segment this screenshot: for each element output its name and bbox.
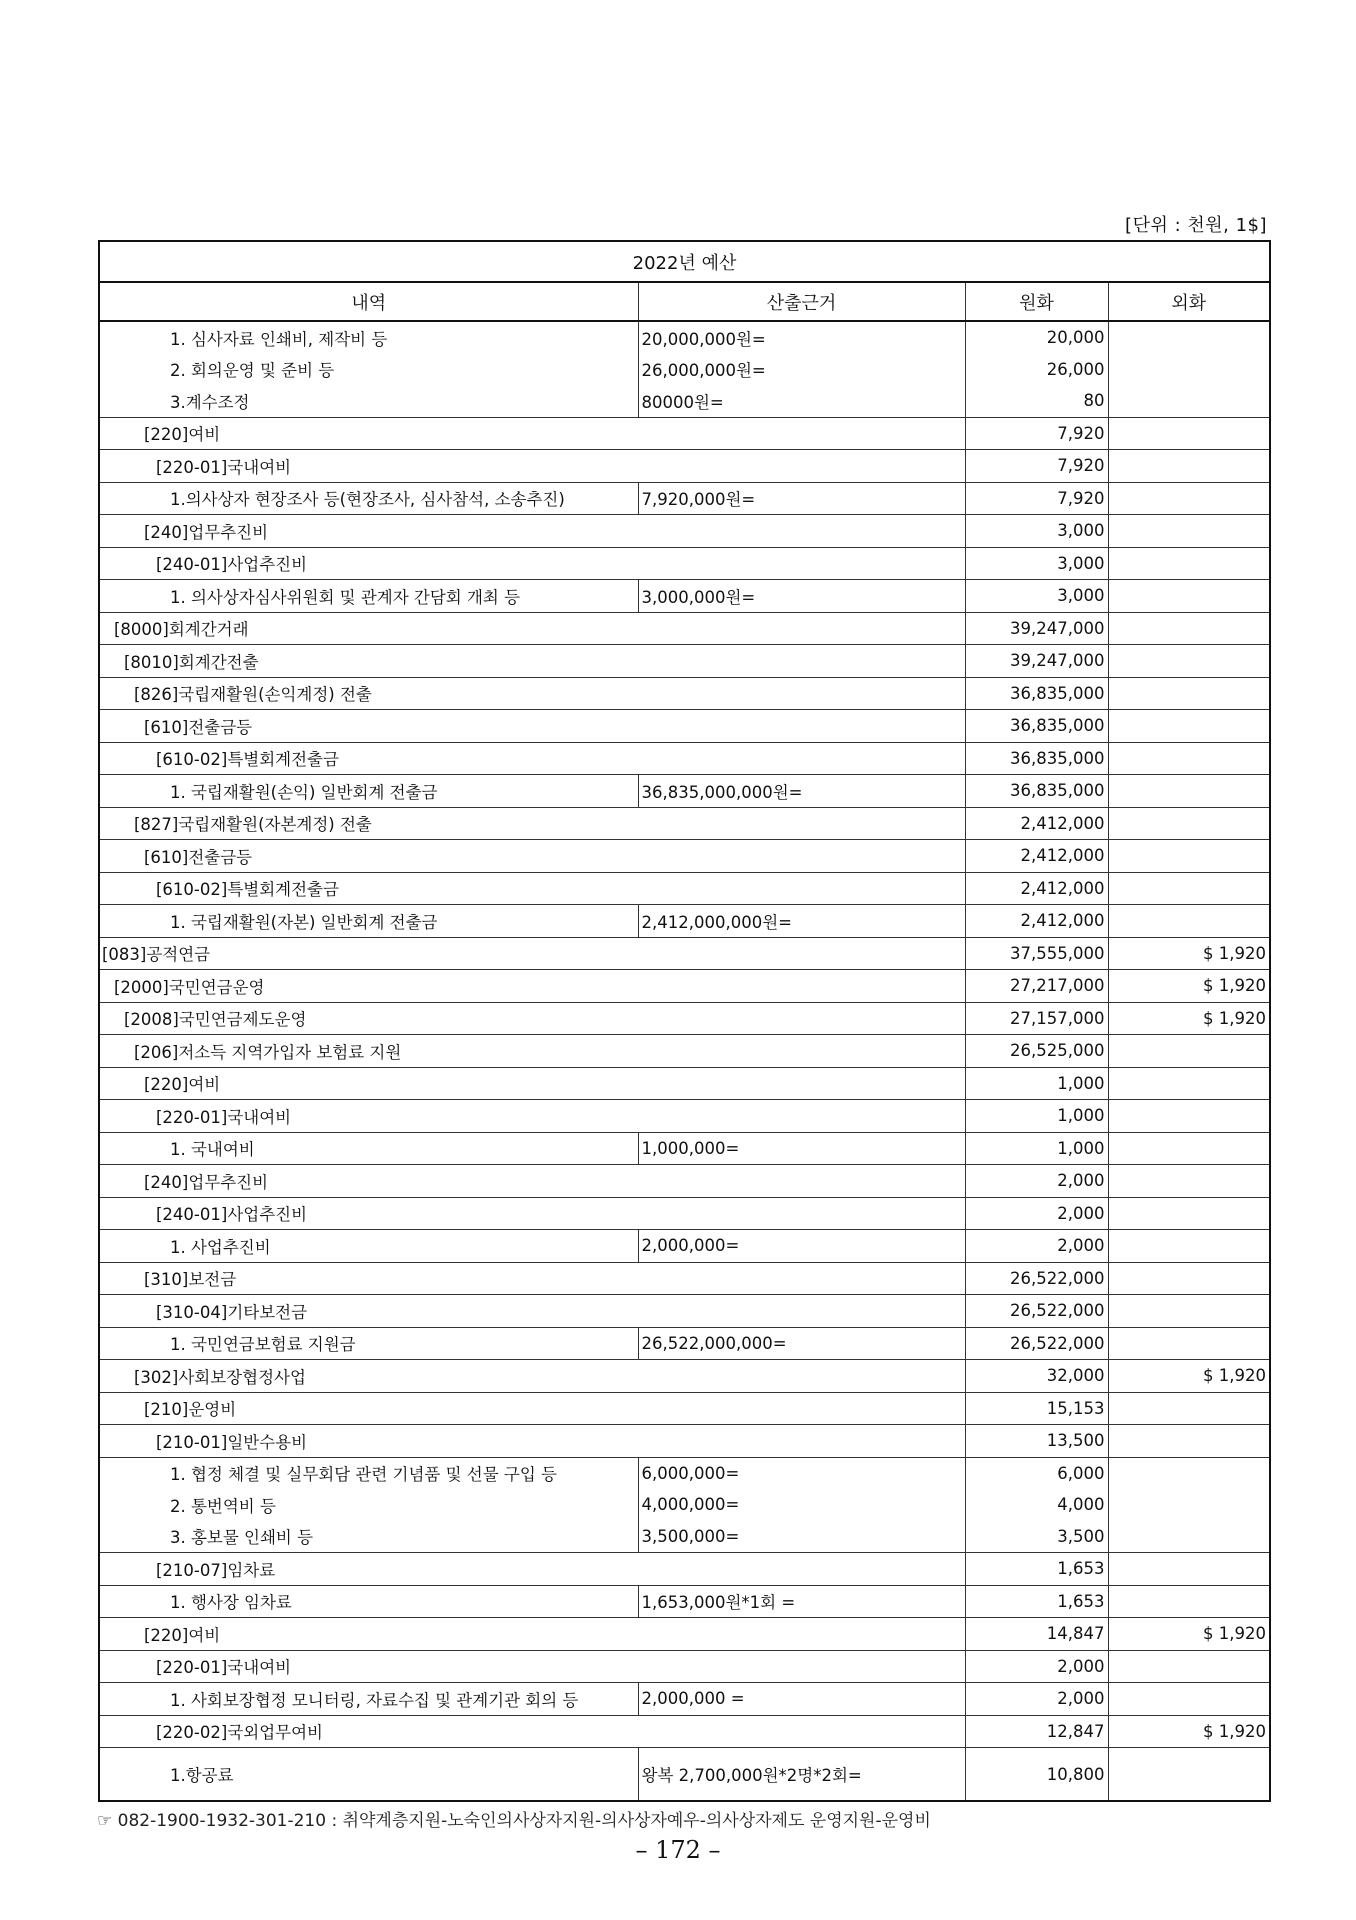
table-row — [99, 1585, 1270, 1618]
row-fx — [1108, 742, 1270, 775]
row-fx — [1108, 1392, 1270, 1425]
table-row — [99, 807, 1270, 840]
table-row — [99, 1425, 1270, 1458]
row-item: [220]여비 — [99, 417, 965, 450]
row-krw: 1,000 — [965, 1132, 1108, 1165]
row-fx — [1108, 1683, 1270, 1716]
row-basis: 2,000,000 = — [638, 1683, 965, 1716]
unit-label: [단위 : 천원, 1$] — [1125, 215, 1267, 236]
row-item: [8010]회계간전출 — [99, 645, 965, 678]
table-row — [99, 1132, 1270, 1165]
row-krw: 39,247,000 — [965, 612, 1108, 645]
row-item: [083]공적연금 — [99, 937, 965, 970]
row-basis: 1,000,000= — [638, 1132, 965, 1165]
row-item: [610-02]특별회계전출금 — [99, 742, 965, 775]
row-krw: 26,000 — [965, 354, 1108, 386]
table-row — [99, 417, 1270, 450]
row-fx: $ 1,920 — [1108, 937, 1270, 970]
header-krw: 원화 — [965, 282, 1108, 321]
row-krw: 1,653 — [965, 1553, 1108, 1586]
row-fx — [1108, 1327, 1270, 1360]
header-basis: 산출근거 — [638, 282, 965, 321]
page-number: – 172 – — [635, 1836, 721, 1864]
row-basis: 36,835,000,000원= — [638, 775, 965, 808]
row-krw: 1,000 — [965, 1100, 1108, 1133]
row-krw: 3,000 — [965, 515, 1108, 548]
table-row — [99, 321, 1270, 354]
table-header-row — [99, 282, 1270, 321]
row-fx — [1108, 482, 1270, 515]
table-row — [99, 450, 1270, 483]
table-row — [99, 1457, 1270, 1489]
row-krw: 10,800 — [965, 1748, 1108, 1802]
table-row — [99, 742, 1270, 775]
row-fx — [1108, 1585, 1270, 1618]
row-fx — [1108, 1553, 1270, 1586]
row-krw: 1,000 — [965, 1067, 1108, 1100]
table-row — [99, 645, 1270, 678]
row-item: [8000]회계간거래 — [99, 612, 965, 645]
row-item: [610-02]특별회계전출금 — [99, 872, 965, 905]
row-item: 1. 사업추진비 — [99, 1230, 638, 1263]
row-basis: 7,920,000원= — [638, 482, 965, 515]
row-item: [2000]국민연금운영 — [99, 970, 965, 1003]
row-krw: 32,000 — [965, 1360, 1108, 1393]
table-row — [99, 515, 1270, 548]
row-fx — [1108, 612, 1270, 645]
row-fx — [1108, 547, 1270, 580]
table-row — [99, 1262, 1270, 1295]
row-item: 1. 행사장 임차료 — [99, 1585, 638, 1618]
header-item: 내역 — [99, 282, 638, 321]
row-item: [210]운영비 — [99, 1392, 965, 1425]
table-row — [99, 385, 1270, 417]
row-krw: 26,522,000 — [965, 1327, 1108, 1360]
row-krw: 2,412,000 — [965, 905, 1108, 938]
row-item: [220]여비 — [99, 1618, 965, 1651]
table-row — [99, 1327, 1270, 1360]
table-row — [99, 970, 1270, 1003]
row-fx — [1108, 385, 1270, 417]
row-fx — [1108, 1262, 1270, 1295]
row-basis: 1,653,000원*1회 = — [638, 1585, 965, 1618]
row-item: [240-01]사업추진비 — [99, 1197, 965, 1230]
row-krw: 39,247,000 — [965, 645, 1108, 678]
row-fx — [1108, 1425, 1270, 1458]
table-row — [99, 1067, 1270, 1100]
row-fx — [1108, 450, 1270, 483]
row-basis: 왕복 2,700,000원*2명*2회= — [638, 1748, 965, 1802]
header-fx: 외화 — [1108, 282, 1270, 321]
budget-table — [98, 240, 1271, 1802]
row-krw: 2,412,000 — [965, 872, 1108, 905]
table-row — [99, 1295, 1270, 1328]
row-item: [220-01]국내여비 — [99, 1650, 965, 1683]
row-item: 3.계수조정 — [99, 385, 638, 417]
table-row — [99, 612, 1270, 645]
table-row — [99, 937, 1270, 970]
table-row — [99, 1002, 1270, 1035]
row-fx — [1108, 1100, 1270, 1133]
row-item: [310]보전금 — [99, 1262, 965, 1295]
row-item: [310-04]기타보전금 — [99, 1295, 965, 1328]
row-krw: 2,000 — [965, 1683, 1108, 1716]
row-krw: 36,835,000 — [965, 742, 1108, 775]
table-title-row — [99, 241, 1270, 282]
table-row — [99, 1197, 1270, 1230]
row-basis: 20,000,000원= — [638, 321, 965, 354]
row-item: 1. 국립재활원(손익) 일반회계 전출금 — [99, 775, 638, 808]
row-basis: 2,000,000= — [638, 1230, 965, 1263]
row-item: [826]국립재활원(손익계정) 전출 — [99, 677, 965, 710]
row-fx — [1108, 1489, 1270, 1521]
table-row — [99, 1230, 1270, 1263]
row-fx — [1108, 321, 1270, 354]
row-item: 1. 국민연금보험료 지원금 — [99, 1327, 638, 1360]
row-fx: $ 1,920 — [1108, 970, 1270, 1003]
table-row — [99, 547, 1270, 580]
table-row — [99, 1360, 1270, 1393]
row-fx: $ 1,920 — [1108, 1715, 1270, 1748]
row-krw: 12,847 — [965, 1715, 1108, 1748]
row-krw: 36,835,000 — [965, 710, 1108, 743]
row-item: [240-01]사업추진비 — [99, 547, 965, 580]
row-item: 1. 국내여비 — [99, 1132, 638, 1165]
row-basis: 2,412,000,000원= — [638, 905, 965, 938]
row-basis: 26,000,000원= — [638, 354, 965, 386]
row-fx — [1108, 1748, 1270, 1802]
row-krw: 37,555,000 — [965, 937, 1108, 970]
table-row — [99, 1521, 1270, 1553]
row-krw: 15,153 — [965, 1392, 1108, 1425]
row-fx — [1108, 1295, 1270, 1328]
row-item: [2008]국민연금제도운영 — [99, 1002, 965, 1035]
row-basis: 3,000,000원= — [638, 580, 965, 613]
table-row — [99, 775, 1270, 808]
row-item: [220-01]국내여비 — [99, 1100, 965, 1133]
row-krw: 2,000 — [965, 1650, 1108, 1683]
row-item: [302]사회보장협정사업 — [99, 1360, 965, 1393]
row-krw: 4,000 — [965, 1489, 1108, 1521]
row-krw: 7,920 — [965, 417, 1108, 450]
table-row — [99, 1392, 1270, 1425]
row-fx — [1108, 1521, 1270, 1553]
row-item: 1. 의사상자심사위원회 및 관계자 간담회 개최 등 — [99, 580, 638, 613]
row-fx — [1108, 807, 1270, 840]
row-item: 1.항공료 — [99, 1748, 638, 1802]
row-fx — [1108, 1035, 1270, 1068]
row-item: [210-01]일반수용비 — [99, 1425, 965, 1458]
row-krw: 36,835,000 — [965, 677, 1108, 710]
row-krw: 26,525,000 — [965, 1035, 1108, 1068]
table-row — [99, 1165, 1270, 1198]
row-basis: 4,000,000= — [638, 1489, 965, 1521]
row-krw: 27,157,000 — [965, 1002, 1108, 1035]
row-krw: 1,653 — [965, 1585, 1108, 1618]
row-item: [220-02]국외업무여비 — [99, 1715, 965, 1748]
table-title: 2022년 예산 — [99, 241, 1270, 282]
row-item: [210-07]임차료 — [99, 1553, 965, 1586]
table-row — [99, 1035, 1270, 1068]
row-krw: 6,000 — [965, 1457, 1108, 1489]
row-fx — [1108, 580, 1270, 613]
row-fx: $ 1,920 — [1108, 1360, 1270, 1393]
row-item: [827]국립재활원(자본계정) 전출 — [99, 807, 965, 840]
table-row — [99, 1100, 1270, 1133]
row-fx — [1108, 645, 1270, 678]
row-fx — [1108, 1067, 1270, 1100]
row-fx — [1108, 515, 1270, 548]
table-row — [99, 482, 1270, 515]
row-fx — [1108, 417, 1270, 450]
footnote: ☞ 082-1900-1932-301-210 : 취약계층지원-노숙인의사상자지원-의사상자예우-의사상자제도 운영지원-운영비 — [97, 1811, 931, 1831]
row-krw: 7,920 — [965, 482, 1108, 515]
row-item: 1.의사상자 현장조사 등(현장조사, 심사참석, 소송추진) — [99, 482, 638, 515]
row-fx — [1108, 872, 1270, 905]
row-fx: $ 1,920 — [1108, 1002, 1270, 1035]
table-row — [99, 1748, 1270, 1802]
row-basis: 6,000,000= — [638, 1457, 965, 1489]
row-fx — [1108, 1165, 1270, 1198]
table-row — [99, 1715, 1270, 1748]
row-fx — [1108, 905, 1270, 938]
row-item: 2. 회의운영 및 준비 등 — [99, 354, 638, 386]
table-row — [99, 354, 1270, 386]
row-krw: 2,000 — [965, 1165, 1108, 1198]
row-krw: 14,847 — [965, 1618, 1108, 1651]
row-krw: 13,500 — [965, 1425, 1108, 1458]
row-item: [610]전출금등 — [99, 710, 965, 743]
table-row — [99, 677, 1270, 710]
row-fx — [1108, 1132, 1270, 1165]
row-item: [220-01]국내여비 — [99, 450, 965, 483]
row-krw: 2,000 — [965, 1197, 1108, 1230]
row-fx: $ 1,920 — [1108, 1618, 1270, 1651]
row-item: [220]여비 — [99, 1067, 965, 1100]
row-krw: 27,217,000 — [965, 970, 1108, 1003]
row-item: 1. 사회보장협정 모니터링, 자료수집 및 관계기관 회의 등 — [99, 1683, 638, 1716]
table-row — [99, 1650, 1270, 1683]
table-row — [99, 840, 1270, 873]
table-row — [99, 710, 1270, 743]
row-basis: 26,522,000,000= — [638, 1327, 965, 1360]
row-fx — [1108, 1197, 1270, 1230]
row-basis: 3,500,000= — [638, 1521, 965, 1553]
table-row — [99, 580, 1270, 613]
row-krw: 2,000 — [965, 1230, 1108, 1263]
row-fx — [1108, 1230, 1270, 1263]
row-fx — [1108, 1457, 1270, 1489]
row-fx — [1108, 677, 1270, 710]
row-krw: 26,522,000 — [965, 1295, 1108, 1328]
row-krw: 80 — [965, 385, 1108, 417]
row-item: 2. 통번역비 등 — [99, 1489, 638, 1521]
row-fx — [1108, 710, 1270, 743]
row-krw: 26,522,000 — [965, 1262, 1108, 1295]
table-row — [99, 1683, 1270, 1716]
row-fx — [1108, 354, 1270, 386]
row-item: [610]전출금등 — [99, 840, 965, 873]
row-item: 1. 심사자료 인쇄비, 제작비 등 — [99, 321, 638, 354]
row-krw: 3,000 — [965, 580, 1108, 613]
row-item: 1. 국립재활원(자본) 일반회계 전출금 — [99, 905, 638, 938]
row-item: 1. 협정 체결 및 실무회담 관련 기념품 및 선물 구입 등 — [99, 1457, 638, 1489]
row-krw: 2,412,000 — [965, 807, 1108, 840]
table-row — [99, 1618, 1270, 1651]
row-item: 3. 홍보물 인쇄비 등 — [99, 1521, 638, 1553]
row-item: [206]저소득 지역가입자 보험료 지원 — [99, 1035, 965, 1068]
row-basis: 80000원= — [638, 385, 965, 417]
table-row — [99, 905, 1270, 938]
row-krw: 3,500 — [965, 1521, 1108, 1553]
row-krw: 36,835,000 — [965, 775, 1108, 808]
row-item: [240]업무추진비 — [99, 1165, 965, 1198]
row-fx — [1108, 840, 1270, 873]
table-row — [99, 1489, 1270, 1521]
row-krw: 20,000 — [965, 321, 1108, 354]
row-krw: 3,000 — [965, 547, 1108, 580]
row-krw: 7,920 — [965, 450, 1108, 483]
row-krw: 2,412,000 — [965, 840, 1108, 873]
row-fx — [1108, 1650, 1270, 1683]
table-row — [99, 872, 1270, 905]
row-fx — [1108, 775, 1270, 808]
row-item: [240]업무추진비 — [99, 515, 965, 548]
table-row — [99, 1553, 1270, 1586]
